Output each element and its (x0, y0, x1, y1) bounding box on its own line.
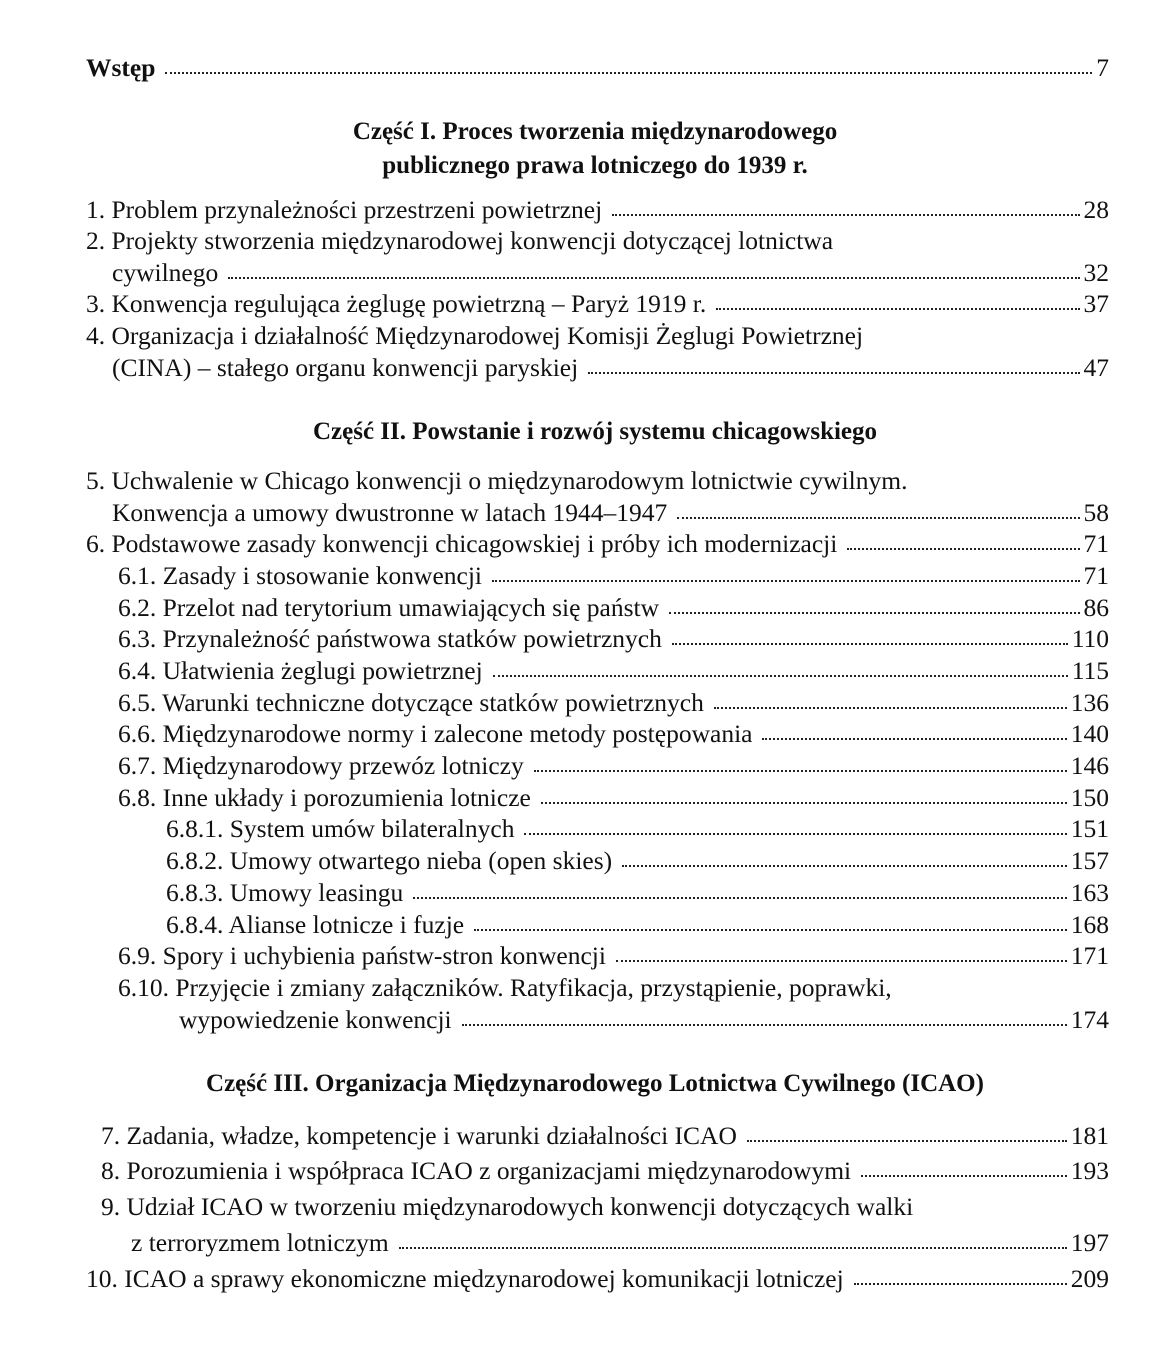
toc-entry-title: 6.8.4. Alianse lotnicze i fuzje (166, 910, 465, 939)
toc-entry-page: 115 (1071, 656, 1109, 685)
toc-entry (86, 529, 1109, 559)
dot-leader (493, 675, 1068, 677)
toc-entry (86, 289, 1109, 319)
toc-entry (118, 593, 1109, 623)
toc-entry-title: Konwencja a umowy dwustronne w latach 1944–1947 (112, 498, 668, 527)
toc-entry (166, 910, 1109, 940)
dot-leader (714, 707, 1067, 709)
toc-entry-title: 6.6. Międzynarodowe normy i zalecone metody postępowania (118, 719, 753, 748)
toc-entry-page: 37 (1083, 289, 1109, 318)
toc-entry-page: 157 (1070, 846, 1109, 875)
toc-entry-title: 6.8.3. Umowy leasingu (166, 878, 404, 907)
dot-leader (762, 738, 1066, 740)
dot-leader (854, 1283, 1067, 1285)
dot-leader (672, 643, 1068, 645)
toc-entry (118, 624, 1109, 654)
toc-entry-page: 168 (1070, 910, 1109, 939)
toc-entry-title: Wstęp (86, 53, 156, 82)
part-1-heading (80, 115, 1110, 183)
part-1-heading-line-2: publicznego prawa lotniczego do 1939 r. (382, 152, 808, 179)
toc-entry-title: 6.4. Ułatwienia żeglugi powietrznej (118, 656, 483, 685)
toc-entry-page: 181 (1070, 1121, 1109, 1150)
toc-entry-title: 6.2. Przelot nad terytorium umawiających się państw (118, 593, 660, 622)
toc-entry (118, 783, 1109, 813)
toc-entry (179, 1005, 1109, 1035)
toc-entry-page: 174 (1070, 1005, 1109, 1034)
toc-entry (118, 941, 1109, 971)
toc-entry-title-line-1: 4. Organizacja i działalność Międzynarodowej Komisji Żeglugi Powietrznej (86, 321, 864, 350)
toc-entry-page: 86 (1083, 593, 1109, 622)
toc-entry (118, 719, 1109, 749)
toc-entry-page: 32 (1083, 258, 1109, 287)
dot-leader (541, 802, 1067, 804)
toc-entry-page: 110 (1071, 624, 1109, 653)
dot-leader (228, 277, 1079, 279)
toc-entry-title: 10. ICAO a sprawy ekonomiczne międzynarodowej komunikacji lotniczej (86, 1264, 844, 1293)
dot-leader (474, 929, 1067, 931)
dot-leader (165, 72, 1092, 74)
dot-leader (616, 960, 1067, 962)
toc-entry (131, 1228, 1109, 1258)
toc-entry (166, 814, 1109, 844)
dot-leader (492, 580, 1079, 582)
part-2-heading-line: Część II. Powstanie i rozwój systemu chicagowskiego (312, 418, 878, 445)
toc-entry-title-line-1: 2. Projekty stworzenia międzynarodowej konwencji dotyczącej lotnictwa (86, 226, 834, 255)
dot-leader (677, 517, 1079, 519)
toc-entry (118, 751, 1109, 781)
toc-entry (118, 561, 1109, 591)
toc-entry-page: 171 (1070, 941, 1109, 970)
toc-entry (112, 353, 1109, 383)
dot-leader (716, 308, 1079, 310)
toc-entry-title: 6.8.1. System umów bilateralnych (166, 814, 515, 843)
dot-leader (524, 833, 1066, 835)
toc-entry (118, 656, 1109, 686)
toc-entry-title: 6.8.2. Umowy otwartego nieba (open skies) (166, 846, 613, 875)
toc-entry (166, 878, 1109, 908)
toc-entry (112, 498, 1109, 528)
toc-entry-page: 209 (1070, 1264, 1109, 1293)
toc-entry-title-line-1: 6.10. Przyjęcie i zmiany załączników. Ratyfikacja, przystąpienie, poprawki, (118, 973, 892, 1002)
dot-leader (669, 612, 1079, 614)
part-3-heading (80, 1067, 1110, 1101)
toc-entry-page: 146 (1070, 751, 1109, 780)
toc-entry-page: 71 (1083, 561, 1109, 590)
dot-leader (847, 548, 1079, 550)
toc-entry-title: 6. Podstawowe zasady konwencji chicagowskiej i próby ich modernizacji (86, 529, 838, 558)
toc-entry-page: 163 (1070, 878, 1109, 907)
dot-leader (861, 1175, 1067, 1177)
toc-entry-page: 197 (1070, 1228, 1109, 1257)
toc-entry-title: z terroryzmem lotniczym (131, 1228, 389, 1257)
toc-entry (118, 688, 1109, 718)
dot-leader (622, 865, 1067, 867)
toc-entry-page: 47 (1083, 353, 1109, 382)
toc-entry-page: 28 (1083, 195, 1109, 224)
toc-entry-title: 6.9. Spory i uchybienia państw-stron konwencji (118, 941, 606, 970)
toc-entry-title: 6.7. Międzynarodowy przewóz lotniczy (118, 751, 524, 780)
toc-entry-title: 6.8. Inne układy i porozumienia lotnicze (118, 783, 531, 812)
toc-entry-title: 3. Konwencja regulująca żeglugę powietrzną – Paryż 1919 r. (86, 289, 707, 318)
toc-entry-title: cywilnego (112, 258, 219, 287)
toc-entry-title: 7. Zadania, władze, kompetencje i warunki działalności ICAO (101, 1121, 737, 1150)
toc-entry-page: 7 (1096, 53, 1109, 82)
toc-entry-page: 140 (1070, 719, 1109, 748)
toc-entry-page: 58 (1083, 498, 1109, 527)
toc-entry-title-line-1: 9. Udział ICAO w tworzeniu międzynarodowych konwencji dotyczących walki (101, 1192, 914, 1221)
toc-entry-title-line-1: 5. Uchwalenie w Chicago konwencji o międzynarodowym lotnictwie cywilnym. (86, 466, 908, 495)
dot-leader (413, 897, 1066, 899)
toc-entry-title: 6.1. Zasady i stosowanie konwencji (118, 561, 483, 590)
toc-entry-title: (CINA) – stałego organu konwencji paryskiej (112, 353, 579, 382)
toc-entry (86, 195, 1109, 225)
part-1-heading-line-1: Część I. Proces tworzenia międzynarodowego (352, 118, 838, 145)
toc-entry (112, 258, 1109, 288)
part-2-heading (80, 415, 1110, 449)
dot-leader (534, 770, 1067, 772)
toc-entry-page: 193 (1070, 1156, 1109, 1185)
dot-leader (462, 1024, 1067, 1026)
toc-entry-title: 6.3. Przynależność państwowa statków powietrznych (118, 624, 662, 653)
toc-entry-title: 8. Porozumienia i współpraca ICAO z organizacjami międzynarodowymi (101, 1156, 852, 1185)
toc-entry-page: 151 (1070, 814, 1109, 843)
toc-entry-title: 6.5. Warunki techniczne dotyczące statków powietrznych (118, 688, 704, 717)
dot-leader (747, 1140, 1067, 1142)
toc-entry-title: 1. Problem przynależności przestrzeni powietrznej (86, 195, 603, 224)
toc-entry (101, 1156, 1109, 1186)
dot-leader (612, 214, 1079, 216)
part-3-heading-line: Część III. Organizacja Międzynarodowego Lotnictwa Cywilnego (ICAO) (206, 1070, 984, 1097)
toc-entry-page: 136 (1070, 688, 1109, 717)
toc-entry-wstep (86, 53, 1109, 83)
dot-leader (588, 372, 1079, 374)
toc-entry-page: 150 (1070, 783, 1109, 812)
toc-entry (101, 1121, 1109, 1151)
toc-entry-page: 71 (1083, 529, 1109, 558)
toc-entry (166, 846, 1109, 876)
dot-leader (399, 1247, 1067, 1249)
toc-entry (86, 1264, 1109, 1294)
toc-entry-title: wypowiedzenie konwencji (179, 1005, 452, 1034)
